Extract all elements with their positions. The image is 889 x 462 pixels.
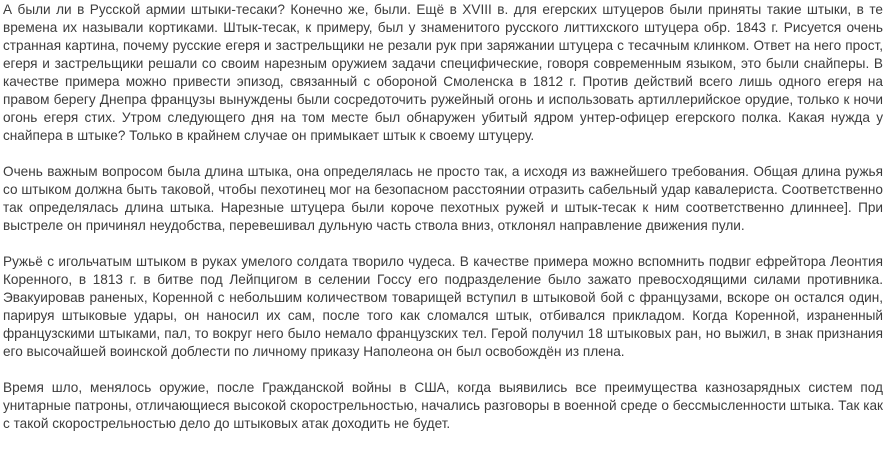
paragraph-breech-loaders: Время шло, менялось оружие, после Гражданской войны в США, когда выявились все преимущества казнозарядных систем под унитарные патроны, отличающиеся высокой скорострельностью, начались разговоры в военной среде о бессмысленности штыка. Так как с такой скорострельностью дело до штыковых атак доходить не будет. bbox=[3, 380, 883, 431]
paragraph-kortiki: А были ли в Русской армии штыки-тесаки? Конечно же, были. Ещё в XVIII в. для егерских штуцеров были приняты такие штыки, в те времена их называли кортиками. Штык-тесак, к примеру, был у знаменитого русского литтихского штуцера обр. 1843 г. Рисуется очень странная картина, почему русские егеря и застрельщики не резали рук при заряжании штуцера с тесачным клинком. Ответ на него прост, егеря и застрельщики решали со своим нарезным оружием задачи специфические, говоря современным языком, это были снайперы. В качестве примера можно привести эпизод, связанный с обороной Смоленска в 1812 г. Против действий всего лишь одного егеря на правом берегу Днепра французы вынуждены были сосредоточить ружейный огонь и использовать артиллерийское орудие, только к ночи огонь егеря стих. Утром следующего дня на том месте был обнаружен убитый ядром унтер-офицер егерского полка. Какая нужда у снайпера в штыке? Только в крайнем случае он примыкает штык к своему штуцеру. bbox=[3, 2, 883, 143]
article-text bbox=[3, 1, 883, 433]
paragraph-korennoy: Ружьё с игольчатым штыком в руках умелого солдата творило чудеса. В качестве примера можно вспомнить подвиг ефрейтора Леонтия Коренного, в 1813 г. в битве под Лейпцигом в селении Госсу его подразделение было зажато превосходящими силами противника. Эвакуировав раненых, Коренной с небольшим количеством товарищей вступил в штыковой бой с французами, вскоре он остался один, парируя штыковые удары, он наносил их сам, после того как сломался штык, отбивался прикладом. Когда Коренной, израненный французскими штыками, пал, то вокруг него было немало французских тел. Герой получил 18 штыковых ран, но выжил, в знак признания его высочайшей воинской доблести по личному приказу Наполеона он был освобождён из плена. bbox=[3, 254, 883, 359]
paragraph-bayonet-length: Очень важным вопросом была длина штыка, она определялась не просто так, а исходя из важнейшего требования. Общая длина ружья со штыком должна быть таковой, чтобы пехотинец мог на безопасном расстоянии отразить сабельный удар кавалериста. Соответственно так определялась длина штыка. Нарезные штуцера были короче пехотных ружей и штык-тесак к ним соответственно длиннее]. При выстреле он причинял неудобства, перевешивал дульную часть ствола вниз, отклонял направление движения пули. bbox=[3, 164, 883, 233]
